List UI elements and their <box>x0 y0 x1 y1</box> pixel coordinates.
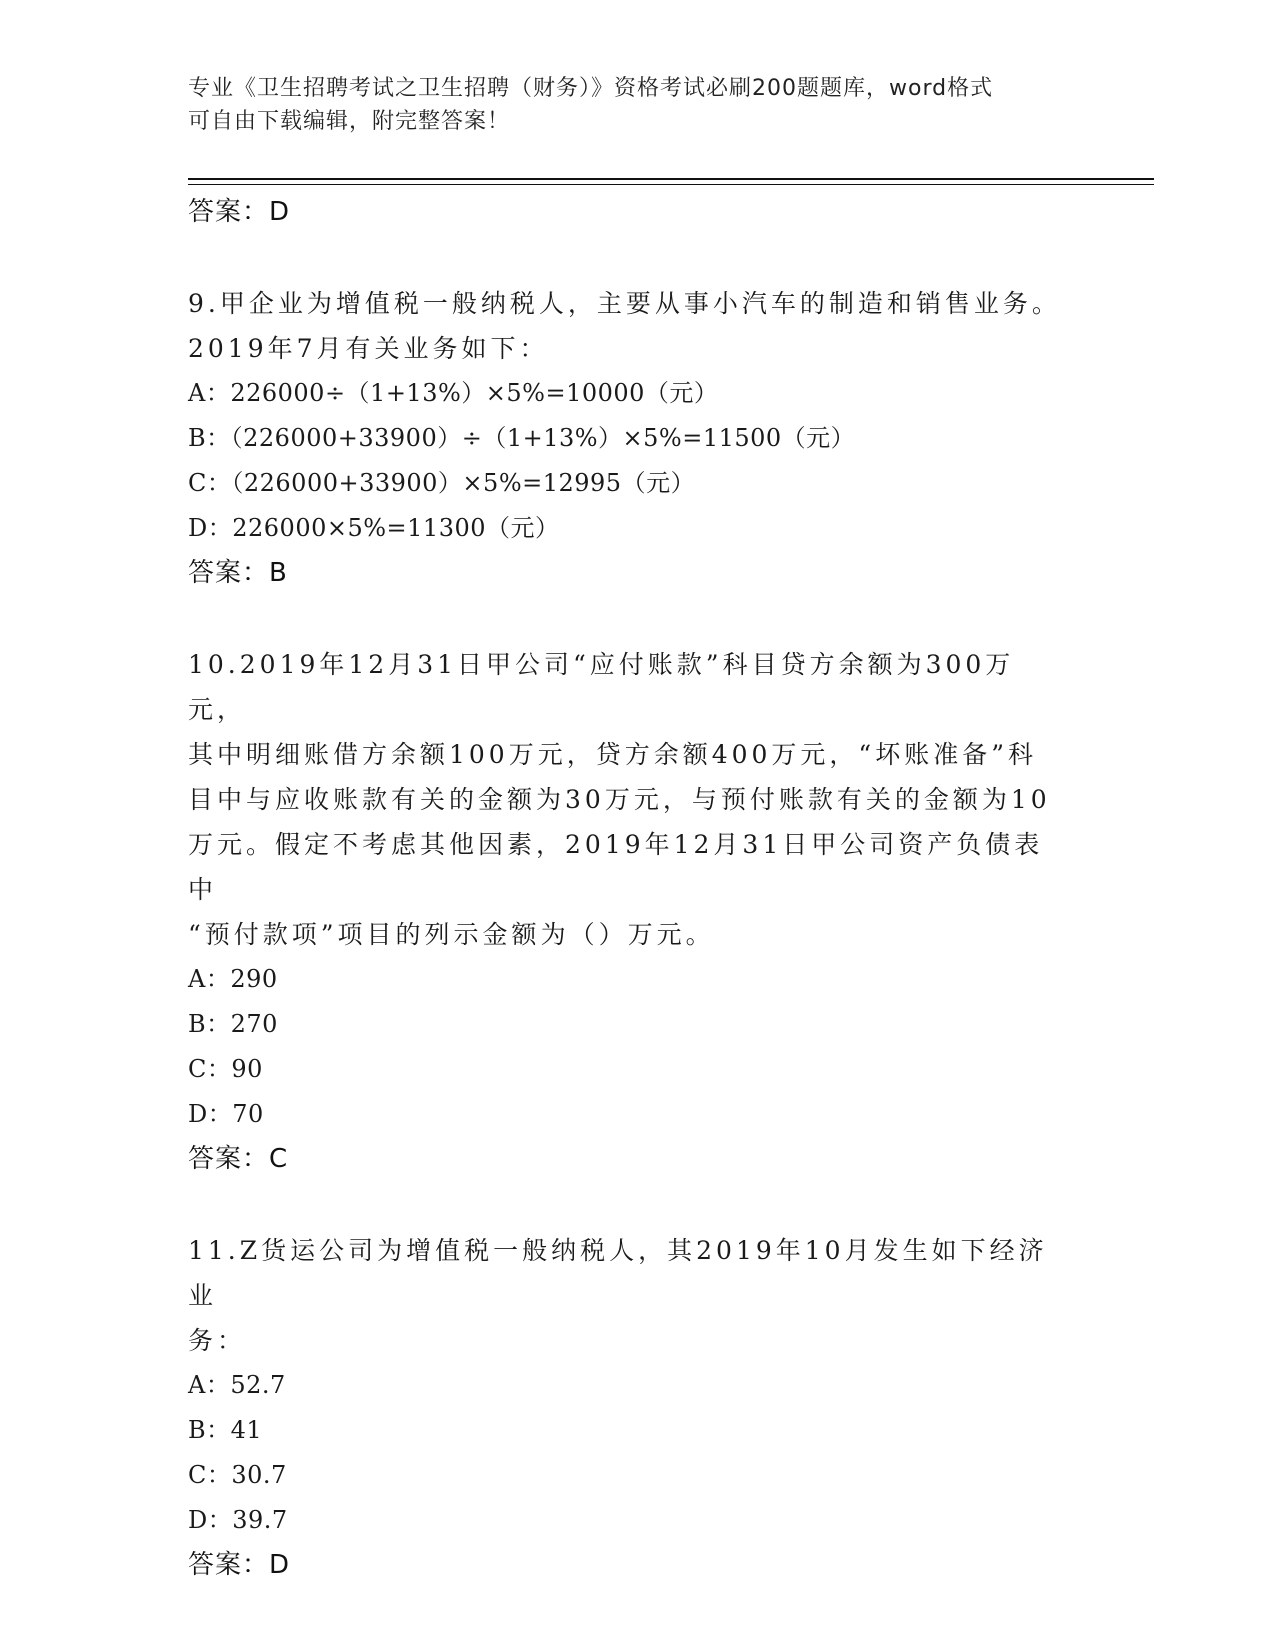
option-d: D：226000×5%=11300（元） <box>188 514 560 542</box>
option-a: A：52.7 <box>188 1371 286 1399</box>
stem-line: “预付款项”项目的列示金额为（）万元。 <box>188 920 715 949</box>
header-divider-thick <box>188 178 1154 180</box>
answer-line: 答案：B <box>188 558 288 588</box>
stem-line: 2019年7月有关业务如下： <box>188 334 549 363</box>
option-b: B：41 <box>188 1416 263 1444</box>
option-c: C：30.7 <box>188 1461 287 1489</box>
question-stem <box>188 281 1068 371</box>
question-block <box>188 642 1068 1181</box>
stem-line: 万元。假定不考虑其他因素，2019年12月31日甲公司资产负债表中 <box>188 830 1044 904</box>
option-c: C：90 <box>188 1055 263 1083</box>
question-stem <box>188 1228 1068 1363</box>
answer-line: 答案：D <box>188 1550 291 1580</box>
option-d: D：70 <box>188 1100 264 1128</box>
header-line-1: 专业《卫生招聘考试之卫生招聘（财务）》资格考试必刷200题题库，word格式 <box>188 76 994 101</box>
option-a: A：226000÷（1+13%）×5%=10000（元） <box>188 379 719 407</box>
header-line-2: 可自由下载编辑，附完整答案！ <box>188 109 511 134</box>
answer-line: 答案：D <box>188 197 291 227</box>
stem-line: 目中与应收账款有关的金额为30万元，与预付账款有关的金额为10 <box>188 785 1051 814</box>
question-stem <box>188 642 1068 957</box>
option-b: B：（226000+33900）÷（1+13%）×5%=11500（元） <box>188 424 856 452</box>
answer-line: 答案：C <box>188 1144 289 1174</box>
stem-line: 9.甲企业为增值税一般纳税人，主要从事小汽车的制造和销售业务。 <box>188 289 1061 318</box>
option-a: A：290 <box>188 965 278 993</box>
stem-line: 11.Z货运公司为增值税一般纳税人，其2019年10月发生如下经济业 <box>188 1236 1048 1310</box>
header-divider-thin <box>188 184 1154 185</box>
stem-line: 其中明细账借方余额100万元，贷方余额400万元，“坏账准备”科 <box>188 740 1037 769</box>
option-d: D：39.7 <box>188 1506 288 1534</box>
document-body <box>188 190 1068 1587</box>
stem-line: 10.2019年12月31日甲公司“应付账款”科目贷方余额为300万元， <box>188 650 1015 724</box>
stem-line: 务： <box>188 1326 247 1355</box>
option-b: B：270 <box>188 1010 278 1038</box>
question-block <box>188 281 1068 595</box>
question-block <box>188 1228 1068 1587</box>
option-c: C：（226000+33900）×5%=12995（元） <box>188 469 696 497</box>
document-header <box>188 72 1068 138</box>
